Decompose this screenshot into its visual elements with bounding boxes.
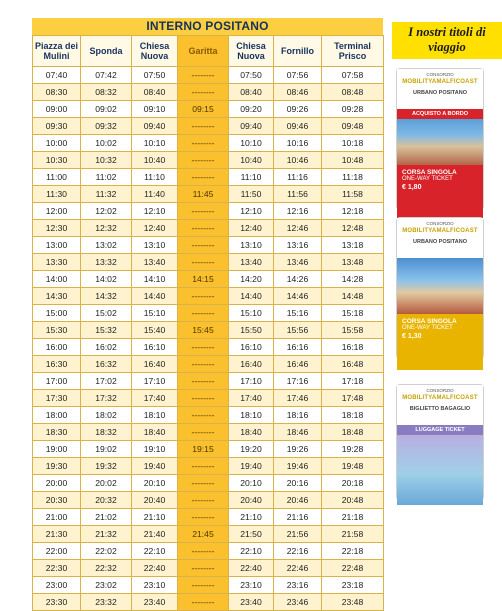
- time-cell: --------: [178, 492, 229, 509]
- time-cell: 23:10: [132, 577, 178, 594]
- time-cell: 12:02: [81, 203, 132, 220]
- table-row: [33, 373, 384, 390]
- time-cell: --------: [178, 577, 229, 594]
- time-cell: 13:00: [33, 237, 81, 254]
- time-cell: 14:48: [322, 288, 384, 305]
- time-cell: 16:10: [229, 339, 274, 356]
- time-cell: 19:00: [33, 441, 81, 458]
- time-cell: 09:46: [274, 118, 322, 135]
- column-header: Fornillo: [274, 36, 322, 67]
- time-cell: 15:00: [33, 305, 81, 322]
- time-cell: 10:18: [322, 135, 384, 152]
- time-cell: 08:46: [274, 84, 322, 101]
- time-cell: 17:46: [274, 390, 322, 407]
- time-cell: 20:16: [274, 475, 322, 492]
- ticket-photo: [397, 119, 483, 165]
- ticket-header: [397, 69, 483, 109]
- time-cell: 10:48: [322, 152, 384, 169]
- table-row: [33, 339, 384, 356]
- time-cell: 20:00: [33, 475, 81, 492]
- time-cell: --------: [178, 390, 229, 407]
- ticket-consortium: CONSORZIO: [426, 388, 454, 393]
- ticket-fare-type: CORSA SINGOLA: [402, 169, 457, 176]
- table-row: [33, 424, 384, 441]
- time-cell: 15:10: [132, 305, 178, 322]
- time-cell: --------: [178, 288, 229, 305]
- table-row: [33, 390, 384, 407]
- time-cell: 11:02: [81, 169, 132, 186]
- time-cell: 22:00: [33, 543, 81, 560]
- time-cell: --------: [178, 594, 229, 611]
- ticket-fare-type: CORSA SINGOLA: [402, 318, 457, 325]
- time-cell: 11:40: [132, 186, 178, 203]
- time-cell: 09:02: [81, 101, 132, 118]
- ticket-card: [397, 218, 483, 358]
- ticket-price: € 1,30: [402, 333, 422, 340]
- time-cell: 11:00: [33, 169, 81, 186]
- time-cell: 23:48: [322, 594, 384, 611]
- time-cell: 13:40: [132, 254, 178, 271]
- time-cell: 09:32: [81, 118, 132, 135]
- table-row: [33, 135, 384, 152]
- ticket-header: [397, 385, 483, 425]
- time-cell: 14:02: [81, 271, 132, 288]
- time-cell: 14:28: [322, 271, 384, 288]
- time-cell: 10:16: [274, 135, 322, 152]
- time-cell: 17:32: [81, 390, 132, 407]
- time-cell: 22:48: [322, 560, 384, 577]
- time-cell: 18:02: [81, 407, 132, 424]
- time-cell: 22:10: [132, 543, 178, 560]
- time-cell: 15:30: [33, 322, 81, 339]
- time-cell: 13:18: [322, 237, 384, 254]
- time-cell: 13:40: [229, 254, 274, 271]
- time-cell: --------: [178, 339, 229, 356]
- ticket-photo: [397, 435, 483, 505]
- ticket-photo: [397, 258, 483, 314]
- time-cell: 21:30: [33, 526, 81, 543]
- timetable-body: [33, 67, 384, 611]
- time-cell: 09:26: [274, 101, 322, 118]
- time-cell: 23:30: [33, 594, 81, 611]
- time-cell: 13:10: [229, 237, 274, 254]
- time-cell: 20:10: [132, 475, 178, 492]
- time-cell: 23:40: [132, 594, 178, 611]
- time-cell: 18:18: [322, 407, 384, 424]
- time-cell: 09:40: [229, 118, 274, 135]
- table-row: [33, 118, 384, 135]
- time-cell: 12:32: [81, 220, 132, 237]
- time-cell: 12:00: [33, 203, 81, 220]
- time-cell: 07:50: [132, 67, 178, 84]
- time-cell: --------: [178, 118, 229, 135]
- time-cell: 10:40: [229, 152, 274, 169]
- time-cell: --------: [178, 407, 229, 424]
- ticket-brand: MOBILITYAMALFICOAST: [402, 228, 478, 234]
- time-cell: 10:02: [81, 135, 132, 152]
- time-cell: 18:40: [229, 424, 274, 441]
- time-cell: 15:45: [178, 322, 229, 339]
- table-row: [33, 526, 384, 543]
- time-cell: 18:46: [274, 424, 322, 441]
- column-header: Garitta: [178, 36, 229, 67]
- table-row: [33, 356, 384, 373]
- table-row: [33, 305, 384, 322]
- time-cell: 14:40: [132, 288, 178, 305]
- time-cell: 09:00: [33, 101, 81, 118]
- time-cell: 14:30: [33, 288, 81, 305]
- time-cell: 22:40: [132, 560, 178, 577]
- timetable-table: [32, 35, 384, 611]
- table-row: [33, 509, 384, 526]
- time-cell: 18:00: [33, 407, 81, 424]
- time-cell: 07:50: [229, 67, 274, 84]
- time-cell: --------: [178, 237, 229, 254]
- time-cell: --------: [178, 543, 229, 560]
- time-cell: 16:32: [81, 356, 132, 373]
- time-cell: 11:32: [81, 186, 132, 203]
- time-cell: 10:00: [33, 135, 81, 152]
- time-cell: 11:18: [322, 169, 384, 186]
- time-cell: 19:40: [132, 458, 178, 475]
- time-cell: 09:15: [178, 101, 229, 118]
- time-cell: 12:10: [132, 203, 178, 220]
- time-cell: 11:16: [274, 169, 322, 186]
- time-cell: 11:58: [322, 186, 384, 203]
- time-cell: 07:58: [322, 67, 384, 84]
- time-cell: 18:30: [33, 424, 81, 441]
- time-cell: 23:32: [81, 594, 132, 611]
- time-cell: 10:32: [81, 152, 132, 169]
- time-cell: 21:32: [81, 526, 132, 543]
- time-cell: 16:40: [132, 356, 178, 373]
- ticket-lower: [397, 314, 483, 370]
- time-cell: 13:30: [33, 254, 81, 271]
- time-cell: --------: [178, 169, 229, 186]
- time-cell: 22:16: [274, 543, 322, 560]
- time-cell: 18:10: [229, 407, 274, 424]
- table-row: [33, 288, 384, 305]
- time-cell: 17:48: [322, 390, 384, 407]
- table-row: [33, 458, 384, 475]
- time-cell: 19:30: [33, 458, 81, 475]
- time-cell: 07:40: [33, 67, 81, 84]
- time-cell: 21:40: [132, 526, 178, 543]
- ticket-oneway: ONE-WAY TICKET: [402, 325, 453, 331]
- time-cell: 18:40: [132, 424, 178, 441]
- time-cell: 19:20: [229, 441, 274, 458]
- time-cell: 20:30: [33, 492, 81, 509]
- time-cell: 13:32: [81, 254, 132, 271]
- time-cell: 15:18: [322, 305, 384, 322]
- ticket-band: ACQUISTO A BORDO: [397, 109, 483, 119]
- time-cell: 12:46: [274, 220, 322, 237]
- time-cell: 22:32: [81, 560, 132, 577]
- timetable-sheet: [32, 18, 383, 607]
- table-row: [33, 475, 384, 492]
- ticket-header: [397, 218, 483, 258]
- time-cell: 16:00: [33, 339, 81, 356]
- time-cell: 14:00: [33, 271, 81, 288]
- time-cell: 09:20: [229, 101, 274, 118]
- time-cell: 15:50: [229, 322, 274, 339]
- time-cell: 23:40: [229, 594, 274, 611]
- column-header: Chiesa Nuova: [229, 36, 274, 67]
- ticket-lower: [397, 165, 483, 221]
- time-cell: 22:30: [33, 560, 81, 577]
- ticket-route: URBANO POSITANO: [413, 90, 467, 96]
- time-cell: 18:48: [322, 424, 384, 441]
- time-cell: 21:58: [322, 526, 384, 543]
- time-cell: 09:28: [322, 101, 384, 118]
- time-cell: 14:40: [229, 288, 274, 305]
- time-cell: 21:10: [132, 509, 178, 526]
- time-cell: 12:40: [229, 220, 274, 237]
- time-cell: 16:02: [81, 339, 132, 356]
- time-cell: 21:02: [81, 509, 132, 526]
- time-cell: 17:02: [81, 373, 132, 390]
- table-row: [33, 220, 384, 237]
- time-cell: 20:40: [229, 492, 274, 509]
- column-header: Terminal Prisco: [322, 36, 384, 67]
- time-cell: 19:40: [229, 458, 274, 475]
- time-cell: --------: [178, 424, 229, 441]
- time-cell: 18:10: [132, 407, 178, 424]
- time-cell: 13:46: [274, 254, 322, 271]
- time-cell: 09:30: [33, 118, 81, 135]
- time-cell: --------: [178, 152, 229, 169]
- time-cell: 22:18: [322, 543, 384, 560]
- time-cell: 09:10: [132, 101, 178, 118]
- time-cell: 10:10: [229, 135, 274, 152]
- time-cell: 14:32: [81, 288, 132, 305]
- time-cell: 13:16: [274, 237, 322, 254]
- promo-heading: I nostri titoli di viaggio: [392, 22, 502, 59]
- time-cell: 11:10: [229, 169, 274, 186]
- table-row: [33, 203, 384, 220]
- time-cell: 16:30: [33, 356, 81, 373]
- time-cell: 19:32: [81, 458, 132, 475]
- time-cell: --------: [178, 509, 229, 526]
- time-cell: --------: [178, 135, 229, 152]
- time-cell: 20:10: [229, 475, 274, 492]
- time-cell: 15:56: [274, 322, 322, 339]
- time-cell: 15:58: [322, 322, 384, 339]
- table-row: [33, 577, 384, 594]
- ticket-price: € 1,80: [402, 184, 422, 191]
- time-cell: 23:46: [274, 594, 322, 611]
- time-cell: --------: [178, 220, 229, 237]
- time-cell: 13:10: [132, 237, 178, 254]
- time-cell: 17:40: [132, 390, 178, 407]
- time-cell: 08:48: [322, 84, 384, 101]
- time-cell: 20:46: [274, 492, 322, 509]
- time-cell: 12:40: [132, 220, 178, 237]
- time-cell: --------: [178, 305, 229, 322]
- table-row: [33, 441, 384, 458]
- table-row: [33, 407, 384, 424]
- time-cell: 19:10: [132, 441, 178, 458]
- time-cell: 12:30: [33, 220, 81, 237]
- time-cell: --------: [178, 254, 229, 271]
- time-cell: 23:10: [229, 577, 274, 594]
- time-cell: 17:18: [322, 373, 384, 390]
- time-cell: --------: [178, 84, 229, 101]
- time-cell: 08:40: [229, 84, 274, 101]
- table-row: [33, 67, 384, 84]
- ticket-brand: MOBILITYAMALFICOAST: [402, 395, 478, 401]
- time-cell: 11:50: [229, 186, 274, 203]
- time-cell: 17:30: [33, 390, 81, 407]
- time-cell: 09:40: [132, 118, 178, 135]
- time-cell: 15:40: [132, 322, 178, 339]
- time-cell: 12:10: [229, 203, 274, 220]
- ticket-route: BIGLIETTO BAGAGLIO: [409, 406, 471, 412]
- time-cell: 16:10: [132, 339, 178, 356]
- time-cell: --------: [178, 373, 229, 390]
- time-cell: 13:02: [81, 237, 132, 254]
- ticket-card: [397, 385, 483, 500]
- time-cell: 14:26: [274, 271, 322, 288]
- time-cell: 15:10: [229, 305, 274, 322]
- time-cell: 21:18: [322, 509, 384, 526]
- timetable-header-row: [33, 36, 384, 67]
- time-cell: 20:32: [81, 492, 132, 509]
- time-cell: 20:02: [81, 475, 132, 492]
- time-cell: 12:16: [274, 203, 322, 220]
- time-cell: 12:48: [322, 220, 384, 237]
- time-cell: 16:18: [322, 339, 384, 356]
- time-cell: 14:10: [132, 271, 178, 288]
- ticket-consortium: CONSORZIO: [426, 221, 454, 226]
- time-cell: 09:48: [322, 118, 384, 135]
- table-row: [33, 186, 384, 203]
- time-cell: 07:56: [274, 67, 322, 84]
- time-cell: 16:40: [229, 356, 274, 373]
- time-cell: 11:10: [132, 169, 178, 186]
- time-cell: 14:20: [229, 271, 274, 288]
- time-cell: 16:48: [322, 356, 384, 373]
- time-cell: 21:16: [274, 509, 322, 526]
- ticket-card: [397, 69, 483, 209]
- table-row: [33, 169, 384, 186]
- time-cell: 08:32: [81, 84, 132, 101]
- time-cell: 10:40: [132, 152, 178, 169]
- table-row: [33, 152, 384, 169]
- time-cell: 17:40: [229, 390, 274, 407]
- table-row: [33, 254, 384, 271]
- time-cell: 23:02: [81, 577, 132, 594]
- time-cell: 19:15: [178, 441, 229, 458]
- time-cell: 20:48: [322, 492, 384, 509]
- time-cell: 16:46: [274, 356, 322, 373]
- time-cell: --------: [178, 475, 229, 492]
- time-cell: 18:32: [81, 424, 132, 441]
- time-cell: 23:18: [322, 577, 384, 594]
- time-cell: 07:42: [81, 67, 132, 84]
- ticket-route: URBANO POSITANO: [413, 239, 467, 245]
- time-cell: 19:46: [274, 458, 322, 475]
- time-cell: 21:10: [229, 509, 274, 526]
- table-row: [33, 101, 384, 118]
- time-cell: 15:16: [274, 305, 322, 322]
- table-row: [33, 492, 384, 509]
- table-row: [33, 84, 384, 101]
- column-header: Chiesa Nuova: [132, 36, 178, 67]
- time-cell: 16:16: [274, 339, 322, 356]
- time-cell: 14:46: [274, 288, 322, 305]
- time-cell: 17:10: [229, 373, 274, 390]
- time-cell: 21:50: [229, 526, 274, 543]
- table-row: [33, 594, 384, 611]
- time-cell: 23:16: [274, 577, 322, 594]
- time-cell: 17:00: [33, 373, 81, 390]
- time-cell: --------: [178, 67, 229, 84]
- ticket-brand: MOBILITYAMALFICOAST: [402, 79, 478, 85]
- time-cell: 12:18: [322, 203, 384, 220]
- time-cell: 18:16: [274, 407, 322, 424]
- time-cell: 19:02: [81, 441, 132, 458]
- time-cell: 23:00: [33, 577, 81, 594]
- time-cell: --------: [178, 560, 229, 577]
- time-cell: --------: [178, 356, 229, 373]
- table-row: [33, 560, 384, 577]
- time-cell: 19:26: [274, 441, 322, 458]
- time-cell: 20:18: [322, 475, 384, 492]
- time-cell: 08:30: [33, 84, 81, 101]
- timetable-title: INTERNO POSITANO: [32, 18, 383, 35]
- time-cell: 19:48: [322, 458, 384, 475]
- time-cell: 10:46: [274, 152, 322, 169]
- time-cell: 10:10: [132, 135, 178, 152]
- time-cell: 17:10: [132, 373, 178, 390]
- time-cell: 14:15: [178, 271, 229, 288]
- time-cell: 20:40: [132, 492, 178, 509]
- time-cell: 08:40: [132, 84, 178, 101]
- time-cell: 22:10: [229, 543, 274, 560]
- column-header: Sponda: [81, 36, 132, 67]
- time-cell: --------: [178, 458, 229, 475]
- time-cell: 11:45: [178, 186, 229, 203]
- time-cell: 15:32: [81, 322, 132, 339]
- time-cell: 15:02: [81, 305, 132, 322]
- table-row: [33, 322, 384, 339]
- time-cell: 22:02: [81, 543, 132, 560]
- time-cell: 17:16: [274, 373, 322, 390]
- ticket-oneway: ONE-WAY TICKET: [402, 176, 453, 182]
- time-cell: 21:00: [33, 509, 81, 526]
- time-cell: 21:45: [178, 526, 229, 543]
- time-cell: 11:30: [33, 186, 81, 203]
- time-cell: 11:56: [274, 186, 322, 203]
- time-cell: 22:40: [229, 560, 274, 577]
- time-cell: 13:48: [322, 254, 384, 271]
- time-cell: 22:46: [274, 560, 322, 577]
- time-cell: 21:56: [274, 526, 322, 543]
- time-cell: 10:30: [33, 152, 81, 169]
- table-row: [33, 271, 384, 288]
- ticket-band: LUGGAGE TICKET: [397, 425, 483, 435]
- table-row: [33, 543, 384, 560]
- time-cell: 19:28: [322, 441, 384, 458]
- time-cell: --------: [178, 203, 229, 220]
- table-row: [33, 237, 384, 254]
- column-header: Piazza dei Mulini: [33, 36, 81, 67]
- ticket-consortium: CONSORZIO: [426, 72, 454, 77]
